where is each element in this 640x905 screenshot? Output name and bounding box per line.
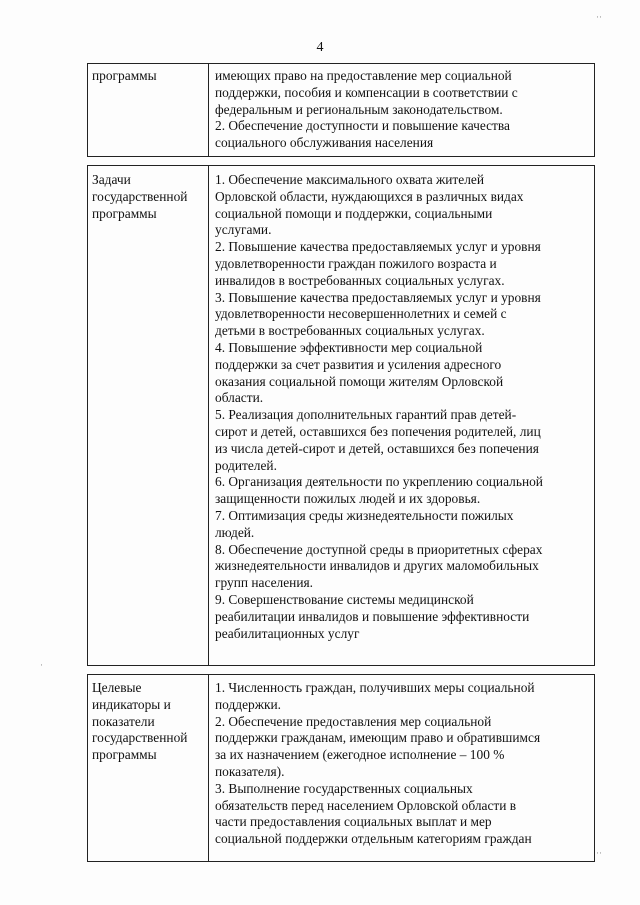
content-line: из числа детей-сирот и детей, оставшихся без попечения <box>215 440 539 456</box>
content-line: 3. Выполнение государственных социальных <box>215 780 473 796</box>
content-line: удовлетворенности несовершеннолетних и семей с <box>215 306 507 322</box>
row-label <box>88 64 209 157</box>
table-row-indicators <box>88 675 595 862</box>
label-lines <box>92 680 204 764</box>
label-lines <box>92 68 204 85</box>
row-label <box>88 166 209 666</box>
content-line: детьми в востребованных социальных услугах. <box>215 323 485 339</box>
label-line: Задачи <box>92 172 131 187</box>
label-line: программы <box>92 68 157 83</box>
content-line: оказания социальной помощи жителям Орловской <box>215 373 504 389</box>
row-content <box>209 64 595 157</box>
label-line: индикаторы и <box>92 696 171 712</box>
content-line: сирот и детей, оставшихся без попечения родителей, лиц <box>215 423 541 439</box>
content-line: обязательств перед населением Орловской области в <box>215 797 517 813</box>
content-line: 2. Обеспечение доступности и повышение качества <box>215 118 510 134</box>
content-lines <box>215 680 590 848</box>
content-line: реабилитации инвалидов и повышение эффективности <box>215 608 530 624</box>
content-line: Орловской области, нуждающихся в различных видах <box>215 188 524 204</box>
content-line: части предоставления социальных выплат и мер <box>215 814 492 830</box>
content-line: 8. Обеспечение доступной среды в приоритетных сферах <box>215 541 543 557</box>
content-line: удовлетворенности граждан пожилого возраста и <box>215 255 497 271</box>
label-line: государственной <box>92 730 188 746</box>
row-gap <box>88 666 595 675</box>
scan-speck: ·· <box>596 848 602 858</box>
label-line: Целевые <box>92 680 142 695</box>
row-content <box>209 675 595 862</box>
content-line: поддержки. <box>215 696 282 712</box>
label-line: показатели <box>92 713 155 729</box>
content-line: области. <box>215 390 264 406</box>
page-number: 4 <box>316 40 324 55</box>
content-line: социальной помощи и поддержки, социальными <box>215 205 493 221</box>
content-line: имеющих право на предоставление мер социальной <box>215 68 512 83</box>
content-line: 2. Обеспечение предоставления мер социальной <box>215 713 492 729</box>
label-line: государственной <box>92 188 188 204</box>
content-line: 6. Организация деятельности по укреплению социальной <box>215 474 543 490</box>
row-content <box>209 166 595 666</box>
content-line: людей. <box>215 524 255 540</box>
content-line: защищенности пожилых людей и их здоровья. <box>215 491 481 507</box>
content-line: за их назначением (ежегодное исполнение – 100 % <box>215 747 505 763</box>
content-line: 1. Численность граждан, получивших меры социальной <box>215 680 535 695</box>
scan-speck: · <box>40 660 43 670</box>
content-line: услугами. <box>215 222 272 238</box>
content-line: показателя). <box>215 763 285 779</box>
scan-speck: ·· <box>596 12 602 22</box>
content-line: 9. Совершенствование системы медицинской <box>215 591 474 607</box>
program-passport-table <box>87 63 595 862</box>
table-row-tasks <box>88 166 595 666</box>
content-line: поддержки гражданам, имеющим право и обратившимся <box>215 730 541 746</box>
content-line: социальной поддержки отдельным категориям граждан <box>215 831 532 847</box>
row-gap <box>88 157 595 166</box>
content-line: 3. Повышение качества предоставляемых услуг и уровня <box>215 289 541 305</box>
content-line: 5. Реализация дополнительных гарантий прав детей- <box>215 407 517 423</box>
content-line: инвалидов в востребованных социальных услугах. <box>215 272 505 288</box>
content-line: 7. Оптимизация среды жизнедеятельности пожилых <box>215 507 514 523</box>
content-line: родителей. <box>215 457 277 473</box>
content-line: 4. Повышение эффективности мер социальной <box>215 339 483 355</box>
label-line: программы <box>92 747 157 763</box>
content-line: 1. Обеспечение максимального охвата жителей <box>215 172 485 187</box>
content-lines <box>215 172 590 642</box>
content-lines <box>215 68 590 152</box>
label-line: программы <box>92 205 157 221</box>
content-line: 2. Повышение качества предоставляемых услуг и уровня <box>215 239 541 255</box>
label-lines <box>92 172 204 222</box>
content-line: поддержки за счет развития и усиления адресного <box>215 356 502 372</box>
row-label <box>88 675 209 862</box>
content-line: поддержки, пособия и компенсации в соответствии с <box>215 84 518 100</box>
content-line: федеральным и региональным законодательством. <box>215 101 503 117</box>
content-line: жизнедеятельности инвалидов и других маломобильных <box>215 558 539 574</box>
content-line: реабилитационных услуг <box>215 625 360 641</box>
content-line: групп населения. <box>215 575 314 591</box>
content-line: социального обслуживания населения <box>215 135 434 151</box>
table-row-continuation <box>88 64 595 157</box>
